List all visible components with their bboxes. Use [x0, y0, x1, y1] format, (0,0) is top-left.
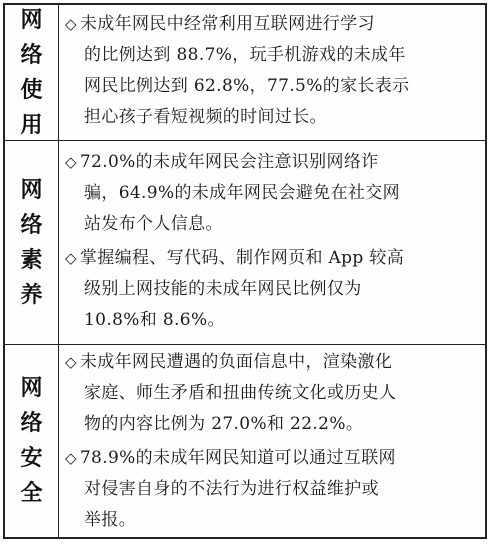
- diamond-bullet-icon: ◇: [65, 353, 77, 371]
- line-text: 未成年网民中经常利用互联网进行学习: [79, 14, 375, 34]
- label-char: 络: [20, 42, 43, 68]
- text-line: [65, 443, 396, 473]
- row-content-network-literacy: [65, 141, 481, 344]
- text-line: 家庭、师生矛盾和扭曲传统文化或历史人: [84, 383, 397, 403]
- line-text: 未成年网民遭遇的负面信息中，渲染激化: [79, 352, 393, 372]
- label-char: 素: [20, 247, 43, 273]
- label-char: 全: [20, 481, 43, 506]
- label-char: 网: [20, 7, 43, 33]
- diamond-bullet-icon: ◇: [65, 249, 77, 267]
- text-line: 物的内容比例为 27.0%和 22.2%。: [84, 414, 364, 434]
- label-char: 络: [20, 212, 43, 238]
- text-line: 骗，64.9%的未成年网民会避免在社交网: [84, 183, 401, 203]
- diamond-bullet-icon: ◇: [65, 153, 77, 171]
- text-line: 的比例达到 88.7%，玩手机游戏的未成年: [84, 45, 406, 65]
- line-text: 72.0%的未成年网民会注意识别网络诈: [79, 152, 379, 172]
- text-line: [65, 347, 392, 377]
- row-network-usage: [5, 5, 485, 141]
- row-network-safety: [5, 345, 485, 537]
- label-char: 安: [20, 446, 43, 471]
- label-char: 网: [20, 177, 43, 203]
- row-network-literacy: [5, 141, 485, 345]
- row-label-network-literacy: [5, 141, 59, 344]
- text-line: 举报。: [84, 510, 137, 530]
- row-content-network-safety: [65, 345, 481, 537]
- text-line: 10.8%和 8.6%。: [84, 310, 225, 330]
- text-line: [65, 243, 404, 273]
- diamond-bullet-icon: ◇: [65, 15, 77, 33]
- text-line: 对侵害自身的不法行为进行权益维护或: [84, 479, 379, 499]
- row-content-network-usage: [65, 5, 481, 140]
- text-line: [65, 9, 375, 39]
- text-line: [65, 147, 379, 177]
- label-char: 用: [20, 112, 43, 138]
- label-char: 络: [20, 411, 43, 436]
- label-char: 使: [20, 77, 43, 103]
- label-char: 网: [20, 376, 43, 401]
- text-line: 网民比例达到 62.8%，77.5%的家长表示: [84, 76, 410, 96]
- info-table: [3, 3, 487, 539]
- text-line: 站发布个人信息。: [84, 214, 223, 234]
- label-char: 养: [20, 282, 43, 308]
- text-line: 担心孩子看短视频的时间过长。: [84, 107, 327, 127]
- line-text: 掌握编程、写代码、制作网页和 App 较高: [79, 248, 405, 268]
- text-line: 级别上网技能的未成年网民比例仅为: [84, 279, 362, 299]
- row-label-network-safety: [5, 345, 59, 537]
- row-label-network-usage: [5, 5, 59, 140]
- diamond-bullet-icon: ◇: [65, 449, 77, 467]
- line-text: 78.9%的未成年网民知道可以通过互联网: [79, 448, 396, 468]
